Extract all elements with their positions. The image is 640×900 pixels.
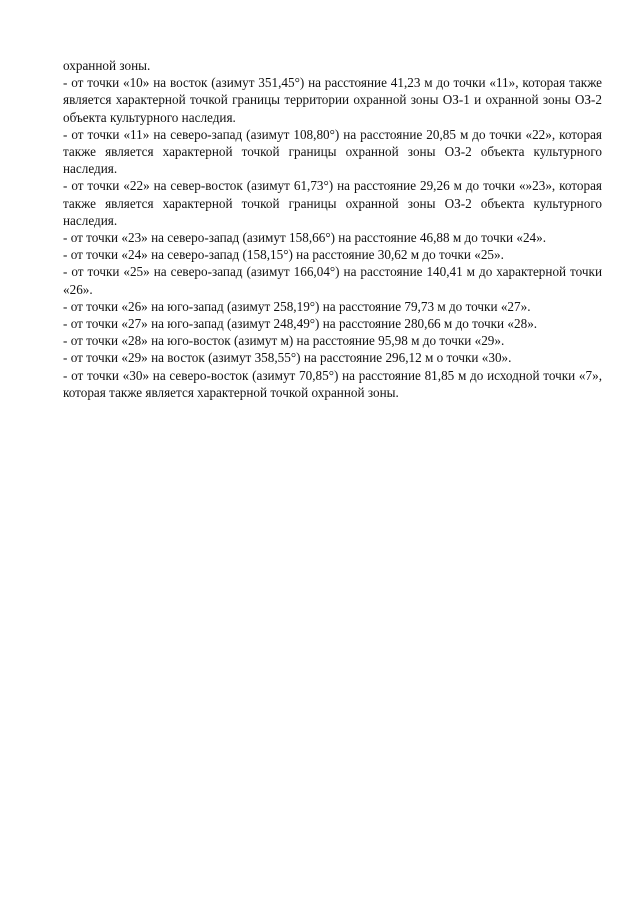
paragraph-point-27: - от точки «27» на юго-запад (азимут 248,49°) на расстояние 280,66 м до точки «28». [63,316,538,332]
paragraph-point-25: - от точки «25» на северо-запад (азимут 166,04°) на расстояние 140,41 м до характерной точки «26». [63,264,602,297]
paragraph-point-26: - от точки «26» на юго-запад (азимут 258,19°) на расстояние 79,73 м до точки «27». [63,298,531,314]
paragraph-point-24: - от точки «24» на северо-запад (158,15°) на расстояние 30,62 м до точки «25». [63,247,504,263]
paragraph-point-29: - от точки «29» на восток (азимут 358,55°) на расстояние 296,12 м о точки «30». [63,350,512,366]
document-page [63,57,602,401]
paragraph-point-10: - от точки «10» на восток (азимут 351,45°) на расстояние 41,23 м до точки «11», которая также является характерной точкой границы территории охранной зоны ОЗ-1 и охранной зоны ОЗ-2 объекта культурного наследия. [63,75,602,125]
paragraph-point-11: - от точки «11» на северо-запад (азимут 108,80°) на расстояние 20,85 м до точки «22», которая также является характерной точкой границы охранной зоны ОЗ-2 объекта культурного наследия. [63,126,602,177]
paragraph-point-30: - от точки «30» на северо-восток (азимут 70,85°) на расстояние 81,85 м до исходной точки «7», которая также является характерной точкой охранной зоны. [63,367,602,400]
paragraph-point-28: - от точки «28» на юго-восток (азимут м) на расстояние 95,98 м до точки «29». [63,333,505,349]
paragraph-continuation: охранной зоны. [63,58,151,73]
paragraph-point-23: - от точки «23» на северо-запад (азимут 158,66°) на расстояние 46,88 м до точки «24». [63,230,547,246]
paragraph-point-22: - от точки «22» на север-восток (азимут 61,73°) на расстояние 29,26 м до точки «»23», которая также является характерной точкой границы охранной зоны ОЗ-2 объекта культурного наследия. [63,178,602,228]
